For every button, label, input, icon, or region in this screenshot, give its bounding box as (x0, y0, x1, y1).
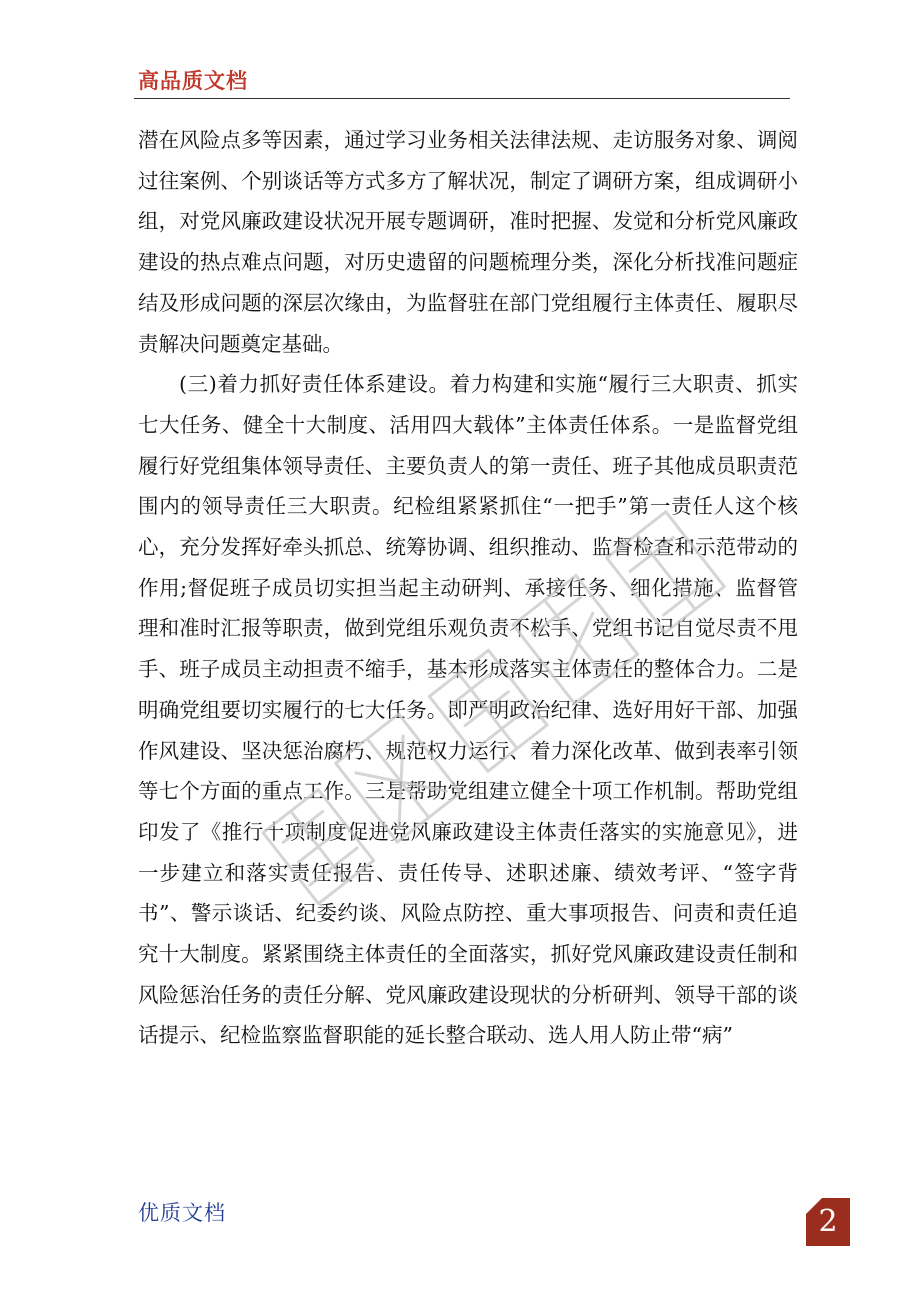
page-number-badge (806, 1198, 850, 1246)
header-title: 高品质文档 (138, 69, 248, 93)
document-body (138, 120, 798, 1056)
footer-title: 优质文档 (138, 1201, 226, 1225)
page-number: 2 (818, 1204, 838, 1239)
paragraph-section-three: (三)着力抓好责任体系建设。着力构建和实施“履行三大职责、抓实七大任务、健全十大制度、活用四大载体”主体责任体系。一是监督党组履行好党组集体领导责任、主要负责人的第一责任、班子其他成员职责范围内的领导责任三大职责。纪检组紧紧抓住“一把手”第一责任人这个核心，充分发挥好牵头抓总、统筹协调、组织推动、监督检查和示范带动的作用;督促班子成员切实担当起主动研判、承接任务、细化措施、监督管理和准时汇报等职责，做到党组乐观负责不松手、党组书记自觉尽责不甩手、班子成员主动担责不缩手，基本形成落实主体责任的整体合力。二是明确党组要切实履行的七大任务。即严明政治纪律、选好用好干部、加强作风建设、坚决惩治腐朽、规范权力运行、着力深化改革、做到表率引领等七个方面的重点工作。三是帮助党组建立健全十项工作机制。帮助党组印发了《推行十项制度促进党风廉政建设主体责任落实的实施意见》，进一步建立和落实责任报告、责任传导、述职述廉、绩效考评、“签字背书”、警示谈话、纪委约谈、风险点防控、重大事项报告、问责和责任追究十大制度。紧紧围绕主体责任的全面落实，抓好党风廉政建设责任制和风险惩治任务的责任分解、党风廉政建设现状的分析研判、领导干部的谈话提示、纪检监察监督职能的延长整合联动、选人用人防止带“病” (138, 372, 798, 1048)
paragraph-continued: 潜在风险点多等因素，通过学习业务相关法律法规、走访服务对象、调阅过往案例、个别谈话等方式多方了解状况，制定了调研方案，组成调研小组，对党风廉政建设状况开展专题调研，准时把握、发觉和分析党风廉政建设的热点难点问题，对历史遗留的问题梳理分类，深化分析找准问题症结及形成问题的深层次缘由，为监督驻在部门党组履行主体责任、履职尽责解决问题奠定基础。 (138, 128, 798, 356)
header-divider (134, 98, 790, 99)
